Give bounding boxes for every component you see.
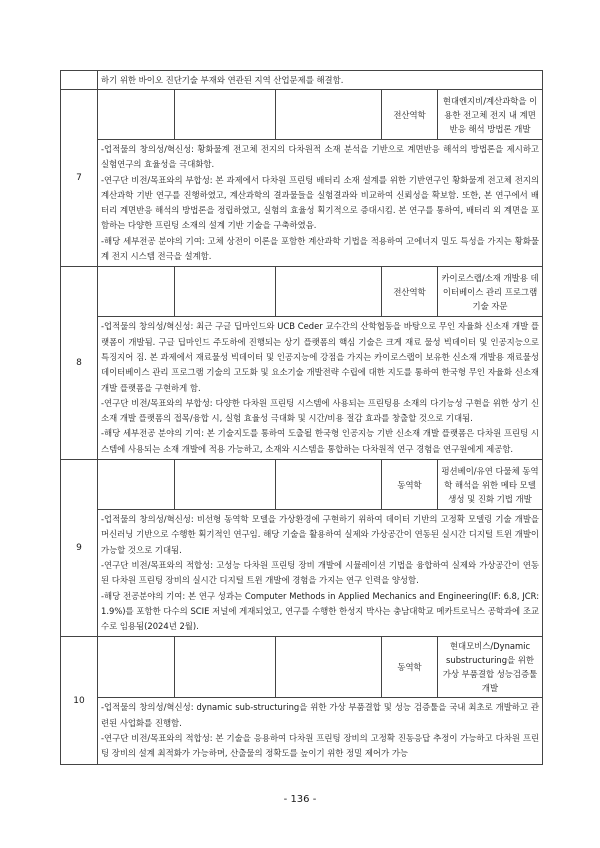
entry-description-row: [61, 140, 543, 267]
entry-title: 현대엔지비/계산과학을 이용한 전고체 전지 내 계면반응 해석 방법론 개발: [438, 90, 543, 140]
entry-title: 카이로스랩/소재 개발용 데이터베이스 관리 프로그램 기술 자문: [438, 267, 543, 317]
entry-empty-cell: [98, 90, 175, 140]
description-paragraph: -해당 세부전공 분야의 기여: 고체 상전이 이론을 포함한 계산과학 기법을 적용하여 고에너지 밀도 특성을 가지는 황화물계 전지 시스템 전극을 설계함.: [101, 235, 540, 262]
achievements-table: [60, 70, 543, 765]
description-paragraph: -연구단 비전/목표와의 적합성: 고성능 다차원 프린팅 장비 개발에 시뮬레이션 기법을 융합하여 실제와 가상공간이 연동된 다차원 프린팅 장비의 실시간 디지털 트윈 개발에 경험을 가지는 연구 인력을 양성함.: [101, 559, 540, 586]
entry-header-row: [61, 90, 543, 140]
description-paragraph: -업적물의 창의성/혁신성: 황화물계 전고체 전지의 다차원적 소재 분석을 기반으로 계면반응 해석의 방법론을 제시하고 실험연구의 효율성을 극대화함.: [101, 144, 540, 170]
entry-number: 7: [61, 90, 98, 267]
continuation-number-cell: [61, 71, 98, 90]
entry-empty-cell: [175, 460, 276, 510]
description-paragraph: -해당 전공분야의 기여: 본 연구 성과는 Computer Methods in Applied Mechanics and Engineering(IF: 6.8, JCR: 1.9%)를 포함한 다수의 SCIE 저널에 게재되었고, 연구를 수행한 한성지 박사는 충남대학교 메카트로닉스 공학과에 조교수로 임용됨(2024년 2월).: [101, 590, 540, 632]
entry-title: 펑션베이/유연 다물체 동역학 해석을 위한 메타 모델 생성 및 진화 기법 개발: [438, 460, 543, 510]
description-paragraph: -연구단 비전/목표와의 부합성: 다양한 다차원 프린팅 시스템에 사용되는 프린팅용 소재의 다기능성 구현을 위한 상기 신소재 개발 플랫폼의 접목/융합 시, 실험 효율성 극대화 및 시간/비용 절감 효과를 창출할 것으로 기대됨.: [101, 397, 540, 424]
entry-description-row: [61, 317, 543, 460]
entry-empty-cell: [276, 267, 382, 317]
entry-number: 9: [61, 460, 98, 637]
entry-empty-cell: [276, 90, 382, 140]
entry-description: [98, 510, 543, 637]
description-paragraph: -업적물의 창의성/혁신성: 최근 구글 딥마인드와 UCB Ceder 교수간의 산학협동을 바탕으로 무인 자율화 신소재 개발 플랫폼이 개발됨. 구글 딥마인드 주도하에 진행되는 상기 플랫폼의 핵심 기술은 크게 재료 물성 빅데이터 및 인공지능으로 특징지어 짐. 본 과제에서 재료물성 빅데이터 및 인공지능에 강점을 가지는 카이로스랩이 보유한 신소재 개발용 재료물성 데이터베이스 관리 프로그램 기술의 고도화 및 요소기술 개발전략 수립에 대한 지도를 통하여 한국형 무인 자율화 신소재 개발 플랫폼을 구현하게 함.: [101, 321, 540, 393]
entry-field: 전산역학: [382, 90, 438, 140]
achievements-table-body: [61, 71, 543, 765]
entry-number: 8: [61, 267, 98, 460]
page-number: - 136 -: [283, 794, 317, 805]
description-paragraph: -연구단 비전/목표와의 적합성: 본 기술을 응용하여 다차원 프린팅 장비의 고정확 진동응답 추정이 가능하고 다차원 프린팅 장비의 설계 최적화가 가능하며, 산출물의 정확도를 높이기 위한 정밀 제어가 가능: [101, 733, 540, 759]
entry-field: 전산역학: [382, 267, 438, 317]
entry-empty-cell: [276, 637, 382, 698]
entry-empty-cell: [98, 267, 175, 317]
entry-field: 동역학: [382, 460, 438, 510]
entry-description-row: [61, 510, 543, 637]
entry-header-row: [61, 637, 543, 698]
entry-empty-cell: [175, 637, 276, 698]
continuation-row: [61, 71, 543, 90]
entry-field: 동역학: [382, 637, 438, 698]
entry-description: [98, 317, 543, 460]
continuation-text: 하기 위한 바이오 진단기술 부재와 연관된 지역 산업문제를 해결함.: [98, 71, 543, 90]
entry-empty-cell: [276, 460, 382, 510]
entry-description: [98, 698, 543, 764]
description-paragraph: -해당 세부전공 분야의 기여: 본 기술지도를 통하여 도출될 한국형 인공지능 기반 신소재 개발 플랫폼은 다차원 프린팅 시스템에 사용되는 소재 개발에 적용 가능하고, 소재와 시스템을 통합하는 다차원적 연구 경험을 연구원에게 제공함.: [101, 428, 540, 454]
description-paragraph: -연구단 비전/목표와의 부합성: 본 과제에서 다차원 프린팅 배터리 소재 설계를 위한 기반연구인 황화물계 전고체 전지의 계산과학 기반 연구를 진행하였고, 계산과학의 결과물들을 실험결과와 비교하여 신뢰성을 확보함. 또한, 본 연구에서 배터리 계면반응 해석의 방법론을 정립하였고, 실험의 효율성 획기적으로 증대시킴. 본 연구를 통하여, 배터리 외 계면을 포함하는 다양한 프린팅 소재의 설계 기반 기술을 구축하였음.: [101, 174, 540, 231]
entry-header-row: [61, 267, 543, 317]
entry-empty-cell: [175, 90, 276, 140]
entry-empty-cell: [175, 267, 276, 317]
entry-title: 현대모비스/Dynamic substructuring을 위한 가상 부품결합 성능검증툴 개발: [438, 637, 543, 698]
entry-description-row: [61, 698, 543, 764]
entry-empty-cell: [98, 637, 175, 698]
description-paragraph: -업적물의 창의성/혁신성: 비선형 동역학 모델을 가상환경에 구현하기 위하여 데이터 기반의 고정확 모델링 기술 개발을 머신러닝 기반으로 수행한 획기적인 연구임. 해당 기술을 활용하여 실제와 가상공간이 연동된 실시간 디지털 트윈 개발이 가능할 것으로 기대됨.: [101, 514, 540, 555]
entry-number: 10: [61, 637, 98, 764]
entry-empty-cell: [98, 460, 175, 510]
entry-header-row: [61, 460, 543, 510]
description-paragraph: -업적물의 창의성/혁신성: dynamic sub-structuring을 위한 가상 부품결합 및 성능 검증툴을 국내 최초로 개발하고 관련된 사업화를 진행함.: [101, 702, 540, 728]
entry-description: [98, 140, 543, 267]
